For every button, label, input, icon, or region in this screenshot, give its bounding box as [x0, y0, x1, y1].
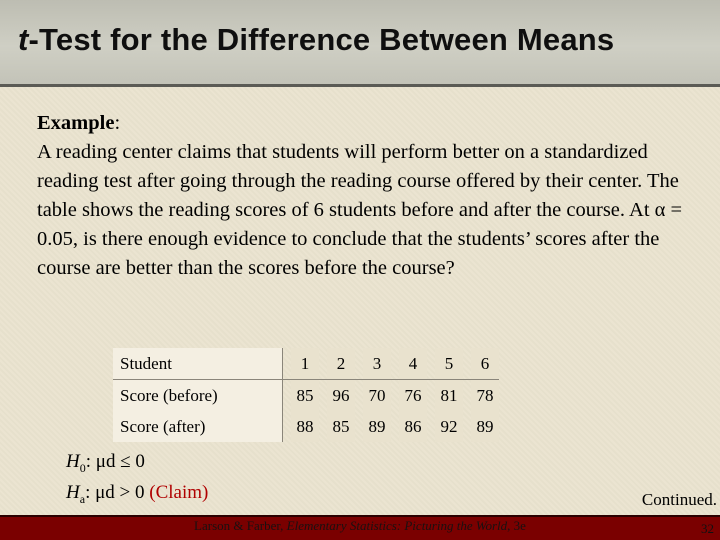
footer-book-title: Elementary Statistics: Picturing the World	[286, 518, 508, 533]
h0-text: : μd ≤ 0	[85, 451, 145, 472]
score-before-cell: 96	[327, 380, 355, 412]
title-divider	[0, 84, 720, 87]
score-before-cell: 85	[291, 380, 319, 412]
table-row-before	[113, 380, 499, 412]
example-text-part2: = 0.05, is there enough evidence to conclude that the students’ scores after the course are better than the scores before the course?	[37, 199, 683, 279]
student-cell: 5	[435, 348, 463, 380]
score-before-cell: 81	[435, 380, 463, 412]
score-after-cell: 86	[399, 411, 427, 442]
footer-citation	[0, 518, 720, 534]
row-label-student: Student	[113, 348, 283, 380]
row-label-before: Score (before)	[113, 380, 283, 412]
example-text-part1: A reading center claims that students will perform better on a standardized reading test after going through the reading course offered by their center. The table shows the reading scores of 6 students before and after the course. At	[37, 141, 679, 221]
example-paragraph	[37, 109, 687, 283]
claim-label: (Claim)	[149, 482, 209, 503]
score-before-cell: 70	[363, 380, 391, 412]
footer-edition: , 3e	[507, 518, 526, 533]
example-label: Example	[37, 112, 115, 134]
student-cell: 4	[399, 348, 427, 380]
alpha-symbol: α	[654, 199, 666, 221]
scores-table	[113, 348, 499, 442]
title-text: -Test for the Difference Between Means	[28, 22, 615, 57]
score-after-cell: 85	[327, 411, 355, 442]
h0-subscript: 0	[79, 460, 86, 475]
ha-subscript: a	[79, 491, 86, 506]
title-italic-t: t	[18, 22, 29, 57]
row-label-after: Score (after)	[113, 411, 283, 442]
score-after-cell: 89	[363, 411, 391, 442]
score-after-cell: 89	[471, 411, 499, 442]
student-cell: 1	[291, 348, 319, 380]
ha-text: : μd > 0	[85, 482, 150, 503]
h0-symbol: H	[66, 451, 80, 472]
score-before-cell: 78	[471, 380, 499, 412]
footer-authors: Larson & Farber,	[194, 518, 287, 533]
ha-symbol: H	[66, 482, 80, 503]
score-after-cell: 88	[291, 411, 319, 442]
alternative-hypothesis	[66, 482, 208, 507]
student-cell: 2	[327, 348, 355, 380]
page-number: 32	[701, 521, 714, 536]
student-cell: 3	[363, 348, 391, 380]
score-before-cell: 76	[399, 380, 427, 412]
table-row-after	[113, 411, 499, 442]
score-after-cell: 92	[435, 411, 463, 442]
table-row-student	[113, 348, 499, 380]
slide-title	[18, 22, 614, 58]
student-cell: 6	[471, 348, 499, 380]
null-hypothesis	[66, 451, 145, 476]
continued-note: Continued.	[641, 490, 717, 509]
example-label-colon: :	[114, 112, 121, 134]
